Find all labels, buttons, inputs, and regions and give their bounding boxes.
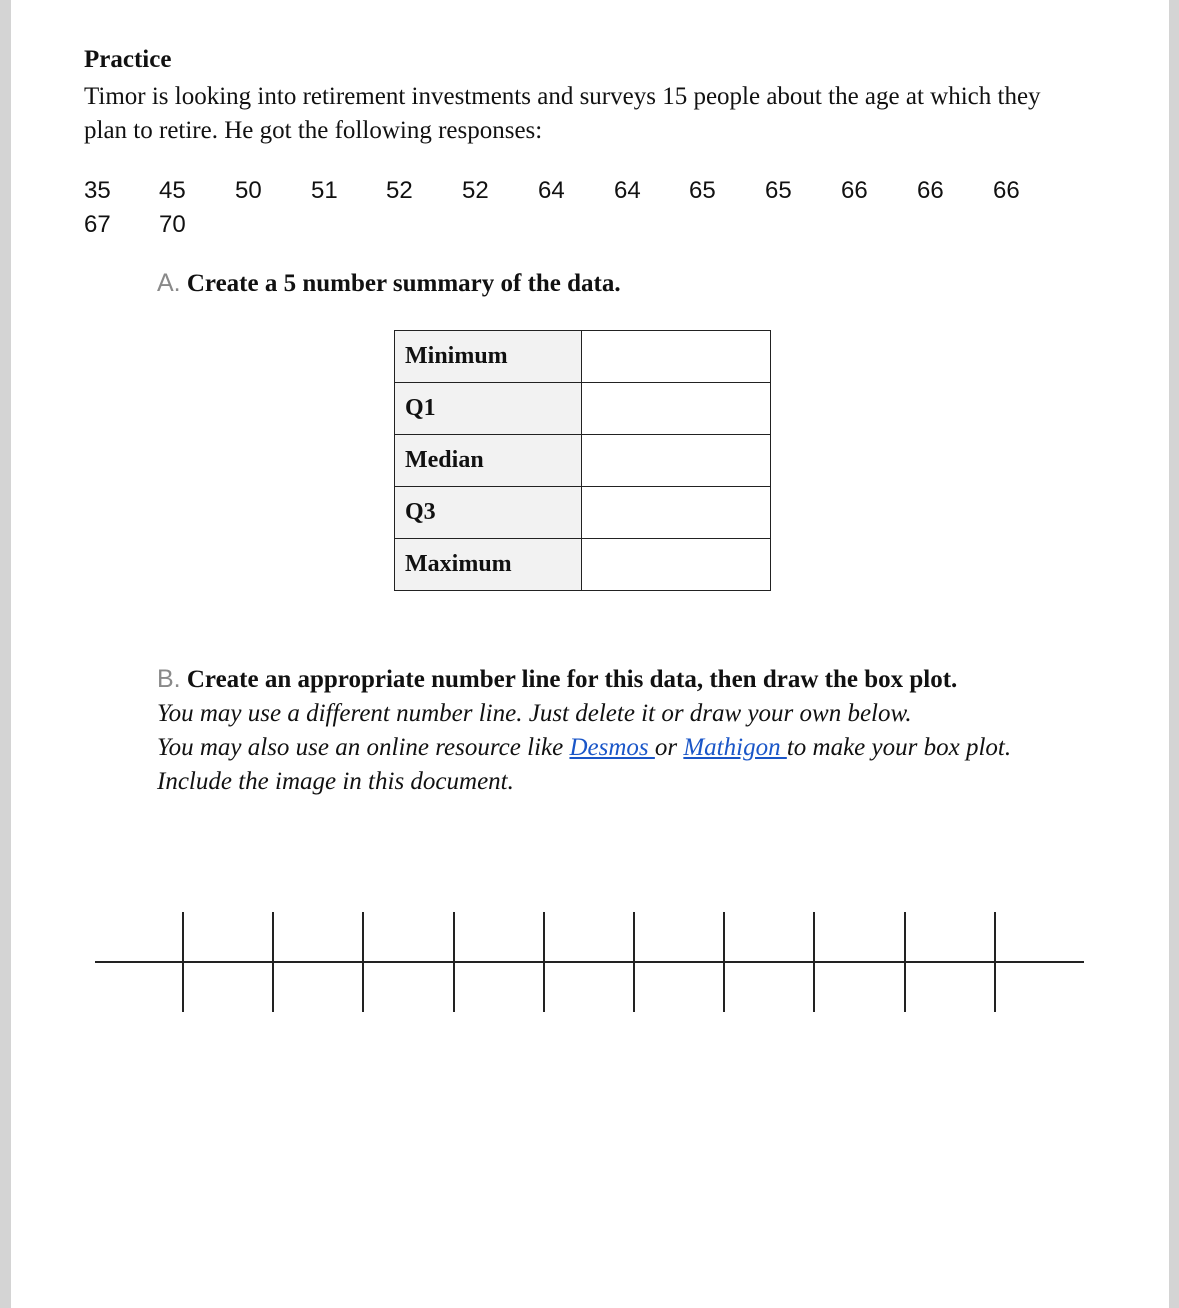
row-label-q3: Q3 bbox=[395, 487, 582, 539]
number-line[interactable] bbox=[0, 900, 1179, 1030]
page-title: Practice bbox=[84, 46, 172, 73]
data-value: 52 bbox=[386, 177, 413, 204]
data-value: 45 bbox=[159, 177, 186, 204]
question-b-letter: B. bbox=[157, 665, 181, 693]
desmos-link[interactable]: Desmos bbox=[569, 734, 655, 761]
table-row bbox=[395, 539, 771, 591]
answer-cell-q3[interactable] bbox=[582, 487, 771, 539]
data-value: 65 bbox=[765, 177, 792, 204]
data-value: 35 bbox=[84, 177, 111, 204]
data-value: 64 bbox=[538, 177, 565, 204]
question-a bbox=[157, 269, 621, 298]
table-row bbox=[395, 331, 771, 383]
question-b-line3: Include the image in this document. bbox=[157, 768, 514, 795]
answer-cell-q1[interactable] bbox=[582, 383, 771, 435]
data-value: 70 bbox=[159, 211, 186, 238]
data-value: 51 bbox=[311, 177, 338, 204]
mathigon-link[interactable]: Mathigon bbox=[683, 734, 787, 761]
row-label-median: Median bbox=[395, 435, 582, 487]
row-label-q1: Q1 bbox=[395, 383, 582, 435]
table-row bbox=[395, 383, 771, 435]
five-number-summary-table bbox=[394, 330, 771, 591]
question-b-heading: Create an appropriate number line for this data, then draw the box plot. bbox=[186, 666, 958, 693]
question-a-letter: A. bbox=[157, 269, 181, 297]
data-value: 66 bbox=[841, 177, 868, 204]
intro-paragraph: Timor is looking into retirement investments and surveys 15 people about the age at which they plan to retire. He got the following responses: bbox=[84, 83, 1041, 144]
data-value: 66 bbox=[993, 177, 1020, 204]
table-row bbox=[395, 487, 771, 539]
table-row bbox=[395, 435, 771, 487]
data-value: 64 bbox=[614, 177, 641, 204]
data-value: 66 bbox=[917, 177, 944, 204]
row-label-maximum: Maximum bbox=[395, 539, 582, 591]
question-b-line2-pre: You may also use an online resource like bbox=[157, 734, 570, 761]
answer-cell-maximum[interactable] bbox=[582, 539, 771, 591]
question-b-line2 bbox=[157, 731, 1077, 765]
question-a-text: Create a 5 number summary of the data. bbox=[186, 270, 621, 297]
answer-cell-minimum[interactable] bbox=[582, 331, 771, 383]
question-b-line2-post: to make your box plot. bbox=[786, 734, 1012, 761]
row-label-minimum: Minimum bbox=[395, 331, 582, 383]
data-value: 65 bbox=[689, 177, 716, 204]
data-value: 50 bbox=[235, 177, 262, 204]
question-b-line2-mid: or bbox=[654, 734, 684, 761]
data-value: 52 bbox=[462, 177, 489, 204]
data-value: 67 bbox=[84, 211, 111, 238]
question-b-line1: You may use a different number line. Just delete it or draw your own below. bbox=[157, 700, 912, 727]
question-b bbox=[157, 662, 1077, 799]
answer-cell-median[interactable] bbox=[582, 435, 771, 487]
